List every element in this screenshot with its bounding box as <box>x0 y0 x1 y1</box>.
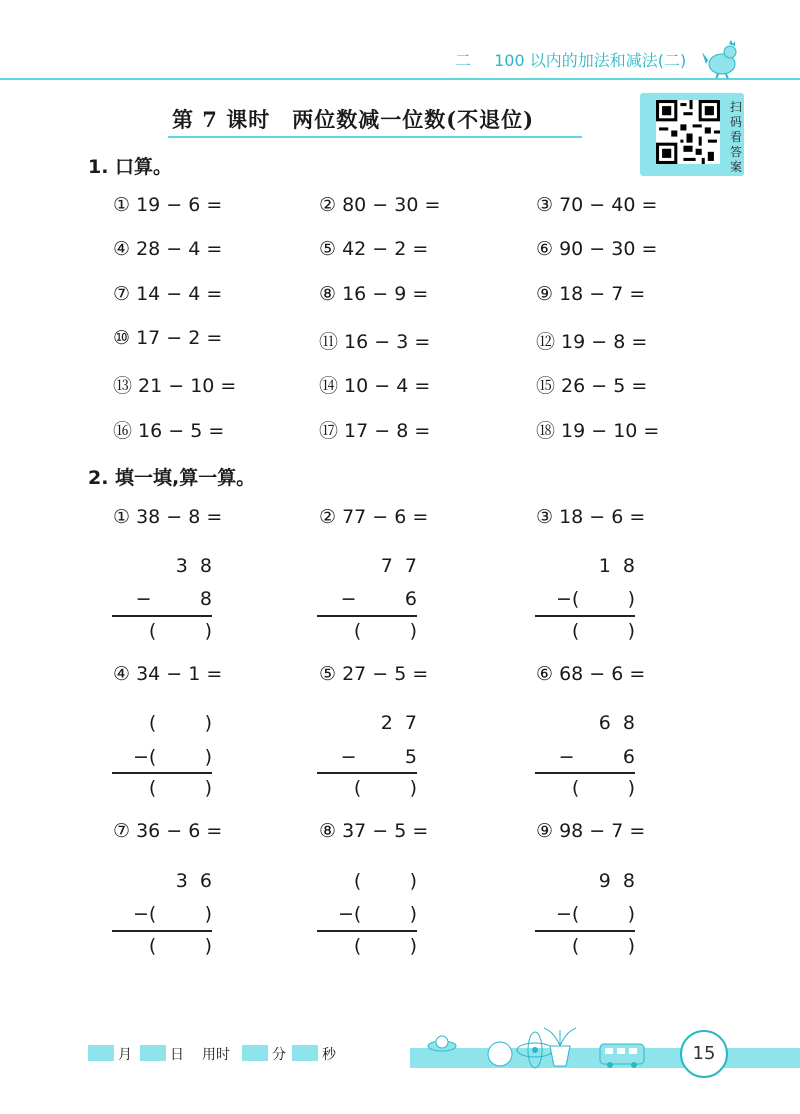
second-label: 秒 <box>322 1047 336 1063</box>
oral-problem: ⑦ 14 − 4 = <box>113 283 223 305</box>
vertical-result[interactable]: ( ) <box>148 935 212 957</box>
fill-problem-eq: ③ 18 − 6 = <box>536 506 646 528</box>
oral-problem: ⑭ 10 − 4 = <box>319 375 431 397</box>
rooster-icon <box>700 38 746 80</box>
vertical-subtrahend[interactable]: −( ) <box>337 903 417 925</box>
vertical-subtrahend[interactable]: − 6 <box>558 746 635 768</box>
oral-problem: ④ 28 − 4 = <box>113 238 223 260</box>
chapter-mark: 二 <box>455 51 472 70</box>
vertical-result[interactable]: ( ) <box>571 777 635 799</box>
section2-heading: 2. 填一填,算一算。 <box>88 467 256 489</box>
vertical-subtrahend[interactable]: −( ) <box>555 588 635 610</box>
oral-problem: ⑱ 19 − 10 = <box>536 420 660 442</box>
vertical-subtrahend[interactable]: − 5 <box>340 746 417 768</box>
month-blank[interactable] <box>88 1045 114 1061</box>
second-blank[interactable] <box>292 1045 318 1061</box>
section1-heading: 1. 口算。 <box>88 156 173 178</box>
chapter-header <box>455 48 686 71</box>
fill-problem-eq: ② 77 − 6 = <box>319 506 429 528</box>
oral-problem: ⑨ 18 − 7 = <box>536 283 646 305</box>
sum-line <box>535 615 635 617</box>
vertical-top: 6 8 <box>598 712 635 734</box>
vertical-top: 3 6 <box>175 870 212 892</box>
vertical-result[interactable]: ( ) <box>353 935 417 957</box>
vertical-result[interactable]: ( ) <box>148 620 212 642</box>
vertical-result[interactable]: ( ) <box>571 620 635 642</box>
sum-line <box>317 772 417 774</box>
qr-label: 扫 码 看 答 案 <box>729 100 742 174</box>
vertical-result[interactable]: ( ) <box>353 620 417 642</box>
sum-line <box>317 930 417 932</box>
oral-problem: ⑥ 90 − 30 = <box>536 238 658 260</box>
oral-problem: ⑧ 16 − 9 = <box>319 283 429 305</box>
vertical-top: 3 8 <box>175 555 212 577</box>
vertical-result[interactable]: ( ) <box>148 777 212 799</box>
minute-blank[interactable] <box>242 1045 268 1061</box>
vertical-result[interactable]: ( ) <box>353 777 417 799</box>
oral-problem: ⑩ 17 − 2 = <box>113 327 223 349</box>
qr-code-icon[interactable] <box>656 100 720 164</box>
vertical-result[interactable]: ( ) <box>571 935 635 957</box>
vertical-subtrahend[interactable]: −( ) <box>132 746 212 768</box>
vertical-top: 1 8 <box>598 555 635 577</box>
oral-problem: ⑫ 19 − 8 = <box>536 331 648 353</box>
sum-line <box>535 930 635 932</box>
oral-problem: ⑯ 16 − 5 = <box>113 420 225 442</box>
fill-problem-eq: ⑧ 37 − 5 = <box>319 820 429 842</box>
fill-problem-eq: ⑤ 27 − 5 = <box>319 663 429 685</box>
oral-problem: ③ 70 − 40 = <box>536 194 658 216</box>
oral-problem: ⑤ 42 − 2 = <box>319 238 429 260</box>
vertical-top: 2 7 <box>380 712 417 734</box>
sum-line <box>112 615 212 617</box>
oral-problem: ⑰ 17 − 8 = <box>319 420 431 442</box>
page-number: 15 <box>680 1030 728 1078</box>
sum-line <box>535 772 635 774</box>
chapter-title: 100 以内的加法和减法(二) <box>494 51 687 70</box>
vertical-top: 7 7 <box>380 555 417 577</box>
time-used-label: 用时 <box>202 1047 230 1063</box>
fill-problem-eq: ① 38 − 8 = <box>113 506 223 528</box>
vertical-top[interactable]: ( ) <box>353 870 417 892</box>
day-blank[interactable] <box>140 1045 166 1061</box>
title-underline <box>168 136 582 138</box>
fill-problem-eq: ⑥ 68 − 6 = <box>536 663 646 685</box>
vertical-subtrahend[interactable]: −( ) <box>132 903 212 925</box>
day-label: 日 <box>170 1047 184 1063</box>
oral-problem: ⑬ 21 − 10 = <box>113 375 237 397</box>
sum-line <box>112 930 212 932</box>
fill-problem-eq: ④ 34 − 1 = <box>113 663 223 685</box>
fill-problem-eq: ⑦ 36 − 6 = <box>113 820 223 842</box>
vertical-subtrahend[interactable]: −( ) <box>555 903 635 925</box>
oral-problem: ⑪ 16 − 3 = <box>319 331 431 353</box>
minute-label: 分 <box>272 1047 286 1063</box>
vertical-top[interactable]: ( ) <box>148 712 212 734</box>
header-divider <box>0 78 800 80</box>
vertical-subtrahend[interactable]: − 6 <box>340 588 417 610</box>
oral-problem: ① 19 − 6 = <box>113 194 223 216</box>
vertical-subtrahend[interactable]: − 8 <box>135 588 212 610</box>
footer-decoration-icon <box>420 1026 680 1072</box>
sum-line <box>317 615 417 617</box>
fill-problem-eq: ⑨ 98 − 7 = <box>536 820 646 842</box>
lesson-title: 第 7 课时 两位数减一位数(不退位) <box>172 107 535 132</box>
month-label: 月 <box>118 1047 132 1063</box>
sum-line <box>112 772 212 774</box>
oral-problem: ⑮ 26 − 5 = <box>536 375 648 397</box>
oral-problem: ② 80 − 30 = <box>319 194 441 216</box>
vertical-top: 9 8 <box>598 870 635 892</box>
